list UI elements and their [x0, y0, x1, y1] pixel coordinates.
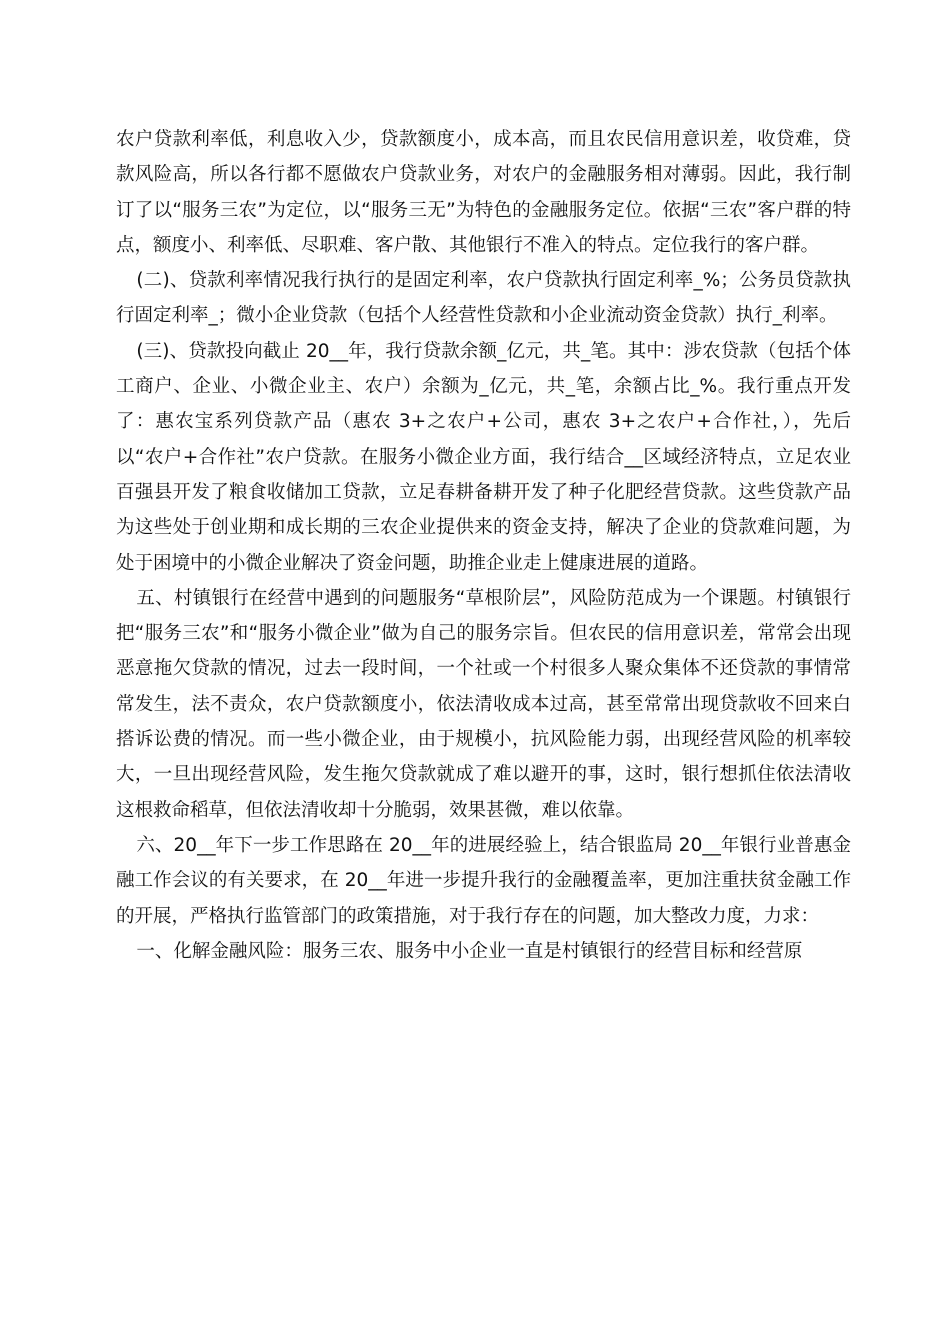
paragraph-next-year-plan: 六、20__年下一步工作思路在 20__年的进展经验上，结合银监局 20__年银行业普惠金融工作会议的有关要求，在 20__年进一步提升我行的金融覆盖率，更加注重扶贫金融工作的开展，严格执行监管部门的政策措施，对于我行存在的问题，加大整改力度，力求：: [116, 834, 851, 927]
paragraph-farmer-loan-positioning: 农户贷款利率低，利息收入少，贷款额度小，成本高，而且农民信用意识差，收贷难，贷款风险高，所以各行都不愿做农户贷款业务，对农户的金融服务相对薄弱。因此，我行制订了以“服务三农”为定位，以“服务三无”为特色的金融服务定位。依据“三农”客户群的特点，额度小、利率低、尽职难、客户散、其他银行不准入的特点。定位我行的客户群。: [116, 129, 851, 256]
paragraph-operating-problems: 五、村镇银行在经营中遇到的问题服务“草根阶层”，风险防范成为一个课题。村镇银行把“服务三农”和“服务小微企业”做为自己的服务宗旨。但农民的信用意识差，常常会出现恶意拖欠贷款的情况，过去一段时间，一个社或一个村很多人聚众集体不还贷款的事情常常发生，法不责众，农户贷款额度小，依法清收成本过高，甚至常常出现贷款收不回来白搭诉讼费的情况。而一些小微企业，由于规模小，抗风险能力弱，出现经营风险的机率较大，一旦出现经营风险，发生拖欠贷款就成了难以避开的事，这时，银行想抓住依法清收这根救命稻草，但依法清收却十分脆弱，效果甚微，难以依靠。: [116, 587, 851, 821]
paragraph-loan-interest-rates: (二)、贷款利率情况我行执行的是固定利率，农户贷款执行固定利率_%；公务员贷款执行固定利率_；微小企业贷款（包括个人经营性贷款和小企业流动资金贷款）执行_利率。: [116, 270, 851, 327]
paragraph-loan-allocation: (三)、贷款投向截止 20__年，我行贷款余额_亿元，共_笔。其中：涉农贷款（包括个体工商户、企业、小微企业主、农户）余额为_亿元，共_笔，余额占比_%。我行重点开发了：惠农宝系列贷款产品（惠农 3+之农户+公司，惠农 3+之农户+合作社，），先后以“农户+合作社”农户贷款。在服务小微企业方面，我行结合__区域经济特点，立足农业百强县开发了粮食收储加工贷款，立足春耕备耕开发了种子化肥经营贷款。这些贷款产品为这些处于创业期和成长期的三农企业提供来的资金支持，解决了企业的贷款难问题，为处于困境中的小微企业解决了资金问题，助推企业走上健康进展的道路。: [116, 340, 851, 574]
document-body: [116, 122, 851, 969]
paragraph-resolve-financial-risk: 一、化解金融风险：服务三农、服务中小企业一直是村镇银行的经营目标和经营原: [136, 940, 803, 962]
